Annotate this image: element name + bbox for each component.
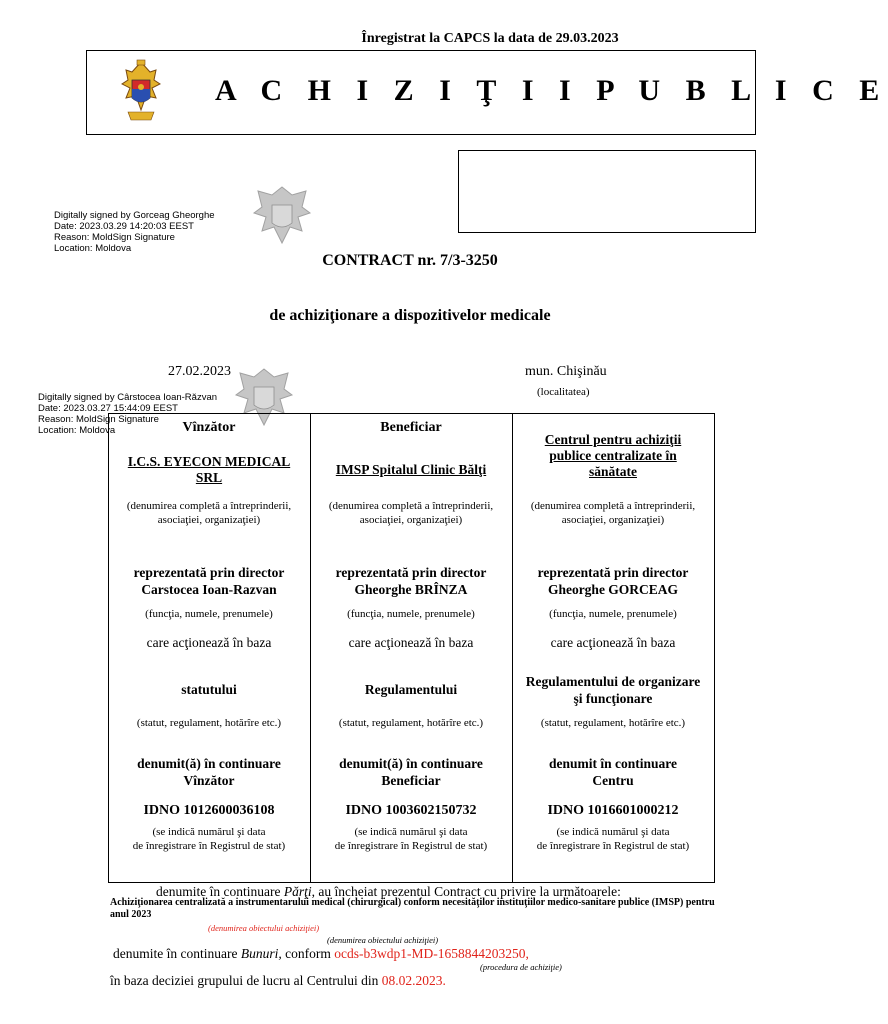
party-name: I.C.S. EYECON MEDICAL <box>127 454 291 469</box>
party-basis-note: (statut, regulament, hotărîre etc.) <box>540 717 686 729</box>
party-representative: reprezentată prin director <box>133 565 285 580</box>
procedure-note: (procedura de achiziţie) <box>480 962 562 972</box>
party-idno-note: de înregistrare în Registrul de stat) <box>536 840 690 852</box>
party-called: Centru <box>592 773 634 788</box>
party-representative: Carstocea Ioan-Razvan <box>141 582 277 597</box>
party-basis: Regulamentului <box>364 682 458 697</box>
party-basis: statutului <box>181 682 237 697</box>
party-name: IMSP Spitalul Clinic Bălţi <box>335 462 487 477</box>
party-representative: reprezentată prin director <box>537 565 689 580</box>
page-title: A C H I Z I Ţ I I P U B L I C E <box>215 74 888 107</box>
party-idno-note: (se indică numărul şi data <box>556 826 670 838</box>
procurement-object: Achiziţionarea centralizată a instrumentarului medical (chirurgical) conform necesităţilor instituţiilor medico-sanitare publice (IMSP) pentru anul 2023 <box>110 897 715 920</box>
party-role: Beneficiar <box>380 420 442 435</box>
party-name: publice centralizate în <box>549 448 677 463</box>
party-column-seller <box>108 413 310 883</box>
party-representative: reprezentată prin director <box>335 565 487 580</box>
place-note: (localitatea) <box>537 386 590 398</box>
party-representative-note: (funcţia, numele, prenumele) <box>549 608 677 620</box>
party-basis: şi funcţionare <box>573 691 653 706</box>
party-name-note: (denumirea completă a întreprinderii, <box>328 500 494 512</box>
party-name: SRL <box>195 470 223 485</box>
party-name-note: asociaţiei, organizaţiei) <box>359 514 463 526</box>
contract-place: mun. Chişinău <box>525 364 607 379</box>
party-called: denumit în continuare <box>548 756 678 771</box>
digital-signature-carstocea: Digitally signed by Cârstocea Ioan-Răzvan Date: 2023.03.27 15:44:09 EEST Reason: MoldSign Signature Location: Moldova <box>38 392 218 436</box>
party-acts-basis: care acţionează în baza <box>146 635 272 650</box>
party-representative-note: (funcţia, numele, prenumele) <box>347 608 475 620</box>
party-representative-note: (funcţia, numele, prenumele) <box>145 608 273 620</box>
party-idno-note: (se indică numărul şi data <box>152 826 266 838</box>
digital-signature-gorceag: Digitally signed by Gorceag Gheorghe Date: 2023.03.29 14:20:03 EEST Reason: MoldSign Signature Location: Moldova <box>54 210 215 254</box>
party-called: Vînzător <box>183 773 235 788</box>
party-basis-note: (statut, regulament, hotărîre etc.) <box>338 717 484 729</box>
party-name-note: asociaţiei, organizaţiei) <box>561 514 665 526</box>
party-called: denumit(ă) în continuare <box>339 756 483 771</box>
party-column-centre <box>512 413 714 883</box>
party-column-beneficiary <box>310 413 512 883</box>
party-idno: IDNO 1016601000212 <box>547 803 679 818</box>
party-idno: IDNO 1012600036108 <box>143 803 275 818</box>
party-name: Centrul pentru achiziţii <box>544 432 682 447</box>
party-basis: Regulamentului de organizare <box>525 674 701 689</box>
object-note: (denumirea obiectului achiziţiei) <box>327 935 439 945</box>
party-idno: IDNO 1003602150732 <box>345 803 477 818</box>
party-name-note: asociaţiei, organizaţiei) <box>157 514 261 526</box>
party-role: Vînzător <box>182 420 236 435</box>
emblem-watermark-icon <box>252 183 312 249</box>
contract-date: 27.02.2023 <box>168 364 231 379</box>
decision-clause: în baza deciziei grupului de lucru al Centrului din 08.02.2023. <box>110 973 446 988</box>
object-note: (denumirea obiectului achiziţiei) <box>208 923 320 933</box>
contract-title: CONTRACT nr. 7/3-3250 <box>322 252 498 269</box>
party-idno-note: de înregistrare în Registrul de stat) <box>132 840 286 852</box>
registration-stamp-box <box>458 150 756 233</box>
party-name-note: (denumirea completă a întreprinderii, <box>126 500 292 512</box>
party-called: denumit(ă) în continuare <box>137 756 281 771</box>
party-representative: Gheorghe BRÎNZA <box>354 582 468 597</box>
contract-subtitle: de achiziţionare a dispozitivelor medicale <box>269 307 551 324</box>
party-acts-basis: care acţionează în baza <box>550 635 676 650</box>
party-called: Beneficiar <box>381 773 441 788</box>
goods-clause: denumite în continuare Bunuri, conform ocds-b3wdp1-MD-1658844203250, <box>113 946 529 961</box>
party-representative: Gheorghe GORCEAG <box>547 582 679 597</box>
party-acts-basis: care acţionează în baza <box>348 635 474 650</box>
coat-of-arms-icon <box>118 58 164 124</box>
party-name-note: (denumirea completă a întreprinderii, <box>530 500 696 512</box>
party-name: sănătate <box>589 464 637 479</box>
parties-clause: denumite în continuare Părţi, au încheiat prezentul Contract cu privire la următoarele: <box>156 884 621 899</box>
party-idno-note: (se indică numărul şi data <box>354 826 468 838</box>
party-idno-note: de înregistrare în Registrul de stat) <box>334 840 488 852</box>
registration-line: Înregistrat la CAPCS la data de 29.03.2023 <box>361 31 619 46</box>
party-basis-note: (statut, regulament, hotărîre etc.) <box>136 717 282 729</box>
